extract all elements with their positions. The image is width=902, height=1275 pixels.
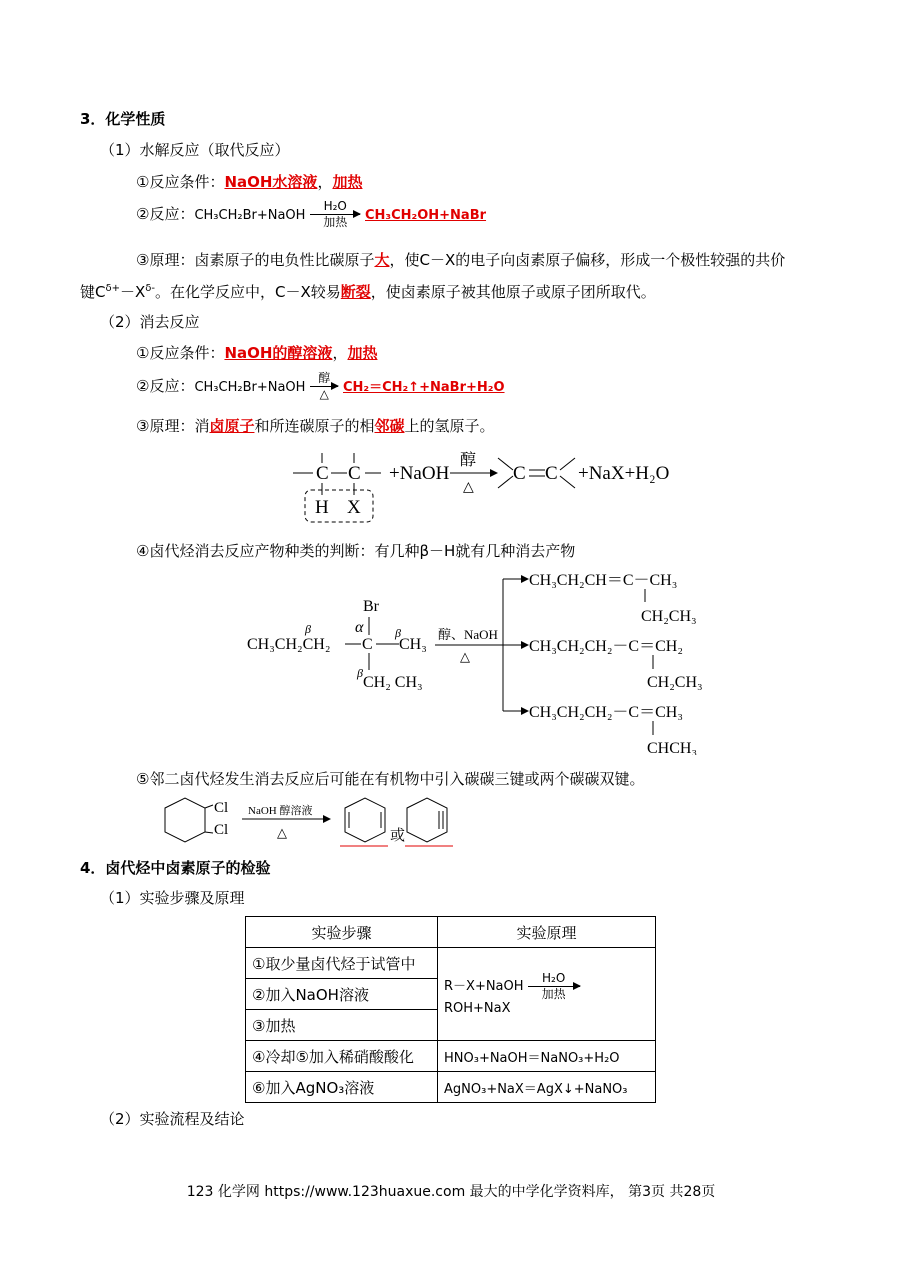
section3-title: 3．化学性质 (80, 110, 166, 128)
table-principle-hydrolysis: R－X+NaOH H₂O 加热 ROH+NaX (438, 948, 656, 1041)
svg-text:醇、NaOH: 醇、NaOH (438, 627, 498, 642)
reaction-arrow: 醇 △ (310, 372, 338, 401)
section4-title: 4．卤代烃中卤素原子的检验 (80, 859, 271, 877)
hydrolysis-principle-line2: 键$C^{\delta+}-X^{\delta-}$。在化学反应中，C－X较易断裂，使卤素原子被其他原子或原子团所取代。 (80, 283, 656, 301)
svg-text:C: C (513, 463, 526, 484)
product-1: CH₃CH₂CH＝C－CH₃ (529, 572, 678, 589)
svg-text:CH₃: CH₃ (399, 636, 427, 653)
table-row: ⑥加入AgNO₃溶液 (246, 1072, 438, 1103)
hydrolysis-principle-line1: ③原理：卤素原子的电负性比碳原子大，使C－X的电子向卤素原子偏移，形成一个极性较强的共价 (136, 251, 786, 269)
elimination-principle: ③原理：消卤原子和所连碳原子的相邻碳上的氢原子。 (136, 417, 495, 435)
svg-text:Cl: Cl (214, 800, 229, 816)
product-3: CH₃CH₂CH₂－C＝CH₃ (529, 704, 683, 721)
svg-text:△: △ (460, 649, 470, 664)
reaction-arrow: H₂O 加热 (310, 200, 360, 229)
svg-text:C: C (362, 636, 373, 653)
table-row: ④冷却⑤加入稀硝酸酸化 (246, 1041, 438, 1072)
svg-text:+NaX+H₂O: +NaX+H₂O (578, 463, 670, 484)
svg-text:△: △ (277, 825, 287, 840)
svg-text:β: β (357, 666, 363, 680)
elimination-conditions: ①反应条件：NaOH的醇溶液，加热 (136, 344, 378, 362)
subsection-experiment-steps: （1）实验步骤及原理 (100, 889, 245, 907)
table-principle-precipitate: AgNO₃+NaX＝AgX↓+NaNO₃ (438, 1072, 656, 1103)
svg-text:△: △ (463, 480, 474, 495)
svg-text:β: β (305, 622, 311, 636)
carbon-2: C (348, 463, 361, 484)
svg-text:Cl: Cl (214, 822, 229, 838)
svg-text:Br: Br (363, 598, 379, 615)
svg-text:α: α (355, 619, 364, 636)
product-2: CH₃CH₂CH₂－C＝CH₂ (529, 638, 683, 655)
svg-text:CH₂ CH₃: CH₂ CH₃ (363, 674, 423, 691)
dichlorocyclohexane-elimination-diagram (155, 795, 455, 850)
table-header-steps: 实验步骤 (246, 917, 438, 948)
svg-text:或: 或 (390, 826, 406, 844)
elimination-mechanism-diagram (285, 445, 685, 525)
subsection-hydrolysis: （1）水解反应（取代反应） (100, 141, 290, 159)
hydrolysis-conditions: ①反应条件：NaOH水溶液，加热 (136, 173, 363, 191)
svg-text:+NaOH: +NaOH (389, 463, 450, 484)
svg-text:CH₂CH₃: CH₂CH₃ (641, 608, 697, 625)
table-row: ①取少量卤代烃于试管中 (246, 948, 438, 979)
elimination-products-rule: ④卤代烃消去反应产物种类的判断：有几种β－H就有几种消去产物 (136, 542, 576, 560)
table-row: ③加热 (246, 1010, 438, 1041)
subsection-experiment-flow: （2）实验流程及结论 (100, 1110, 245, 1128)
hydrogen-atom: H (315, 497, 329, 518)
beta-hydrogen-elimination-diagram (245, 565, 715, 755)
svg-text:NaOH 醇溶液: NaOH 醇溶液 (248, 805, 313, 817)
carbon-1: C (316, 463, 329, 484)
elimination-reaction: ②反应：CH₃CH₂Br+NaOH 醇 △ CH₂＝CH₂↑+NaBr+H₂O (136, 371, 505, 401)
svg-text:醇: 醇 (460, 452, 477, 469)
table-principle-neutralize: HNO₃+NaOH＝NaNO₃+H₂O (438, 1041, 656, 1072)
hydrolysis-reaction: ②反应：CH₃CH₂Br+NaOH H₂O 加热 CH₃CH₂OH+NaBr (136, 199, 487, 229)
page-footer: 123 化学网 https://www.123huaxue.com 最大的中学化学资料库， 第3页 共28页 (186, 1184, 716, 1200)
svg-text:CH₃CH₂CH₂: CH₃CH₂CH₂ (247, 636, 331, 653)
svg-text:C: C (545, 463, 558, 484)
experiment-table (245, 916, 656, 1103)
table-header-principle: 实验原理 (438, 917, 656, 948)
table-row: ②加入NaOH溶液 (246, 979, 438, 1010)
svg-text:β: β (395, 626, 401, 640)
vicinal-dihalide-note: ⑤邻二卤代烃发生消去反应后可能在有机物中引入碳碳三键或两个碳碳双键。 (136, 770, 645, 788)
halogen-atom: X (347, 497, 361, 518)
svg-text:CHCH₃: CHCH₃ (647, 740, 698, 755)
svg-text:CH₂CH₃: CH₂CH₃ (647, 674, 703, 691)
subsection-elimination: （2）消去反应 (100, 313, 200, 331)
